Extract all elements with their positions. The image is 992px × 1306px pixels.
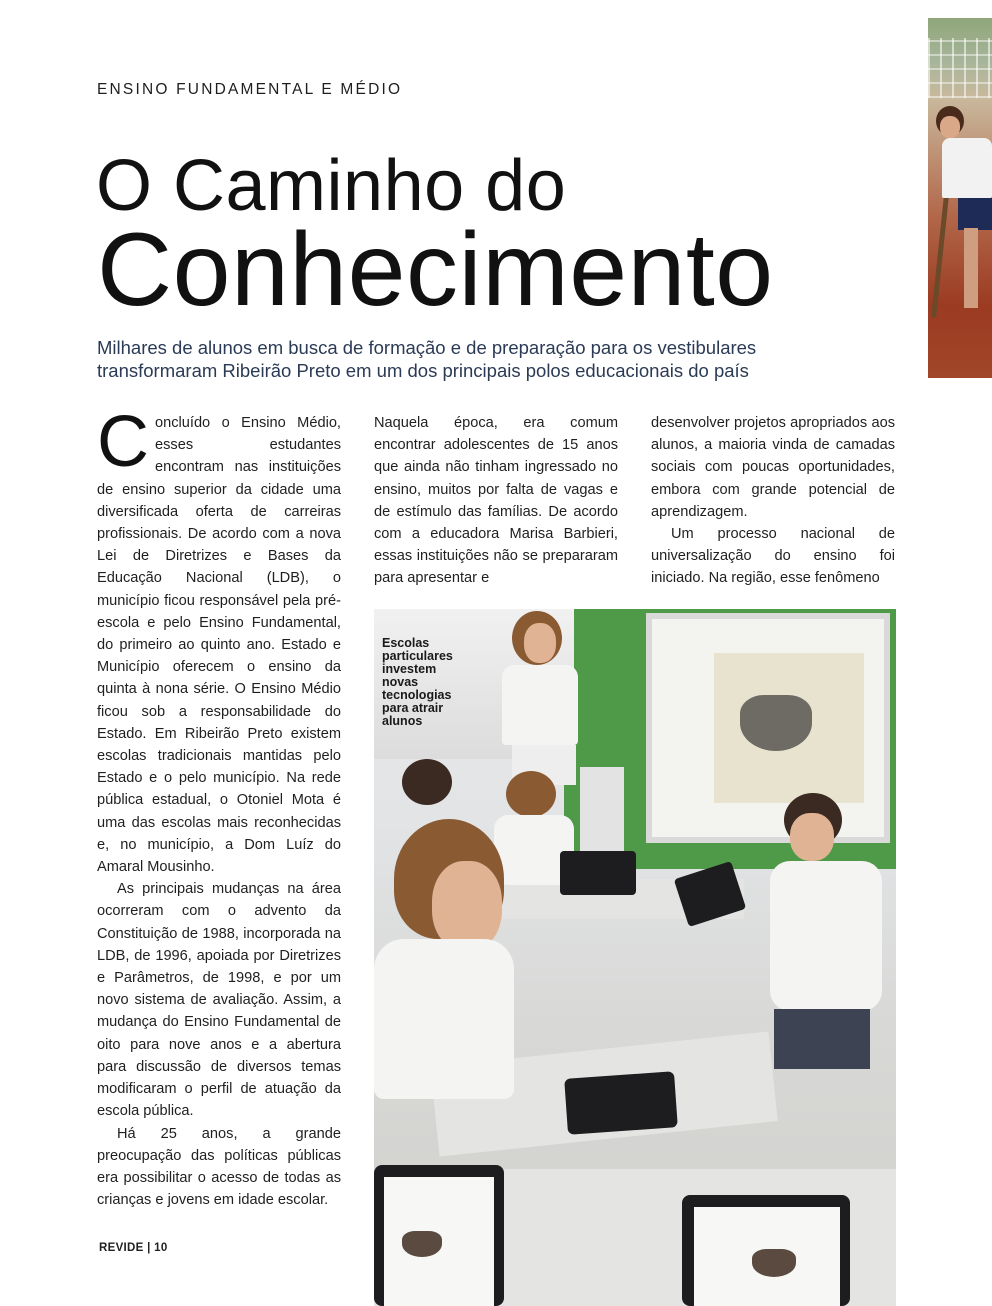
pipe-image-shape xyxy=(740,695,812,751)
student-face-shape xyxy=(790,813,834,861)
paragraph: desenvolver projetos apropriados aos alunos, a maioria vinda de camadas sociais com poucas oportunidades, embora com grande potencial de aprendizagem. xyxy=(651,415,895,520)
fence-shape xyxy=(928,38,992,98)
student-shirt-shape xyxy=(770,861,882,1011)
paragraph: Há 25 anos, a grande preocupação das políticas públicas era possibilitar o acesso de todas as crianças e jovens em idade escolar. xyxy=(97,1125,341,1209)
paragraph: As principais mudanças na área ocorreram com o advento da Constituição de 1988, incorporada na LDB, de 1996, apoiada por Diretrizes e Parâmetros, de 1998, e por um novo sistema de avaliação. Assim, a mudança do Ensino Fundamental de oito para nove anos e a abertura para discussão de diversos temas modificaram o perfil de atuação da escola pública. xyxy=(97,881,341,1120)
article-column-2 xyxy=(374,412,618,590)
corner-photo xyxy=(928,18,992,378)
girl-shorts-shape xyxy=(958,198,992,230)
title-line-1: O Caminho do xyxy=(96,146,567,226)
student-pants-shape xyxy=(774,1009,870,1069)
student-hair-shape xyxy=(402,759,452,805)
paragraph xyxy=(97,402,341,878)
laptop-shape xyxy=(560,851,636,895)
subtitle: Milhares de alunos em busca de formação e de preparação para os vestibulares transformaram Ribeirão Preto em um dos principais polos educacionais do país xyxy=(97,337,757,381)
girl-shirt-shape xyxy=(942,138,992,198)
laptop-shape xyxy=(564,1071,678,1135)
article-column-3 xyxy=(651,412,895,590)
girl-leg-shape xyxy=(964,228,978,308)
drop-cap: C xyxy=(97,402,149,482)
student-hair-shape xyxy=(506,771,556,817)
girl-face-shape xyxy=(432,861,502,951)
girl-face-shape xyxy=(940,116,960,138)
pipe-image-shape xyxy=(402,1231,442,1257)
section-label: ENSINO FUNDAMENTAL E MÉDIO xyxy=(97,81,403,98)
paragraph: Um processo nacional de universalização do ensino foi iniciado. Na região, esse fenômeno xyxy=(651,526,895,587)
teacher-shirt-shape xyxy=(502,665,578,745)
photo-caption: Escolas particulares investem novas tecnologias para atrair alunos xyxy=(382,636,453,728)
girl-shirt-shape xyxy=(374,939,514,1099)
article-column-1 xyxy=(97,402,341,1211)
paragraph-text: oncluído o Ensino Médio, esses estudantes encontram nas instituições de ensino superior da cidade uma diversificada oferta de carreiras profissionais. De acordo com a nova Lei de Diretrizes e Bases da Educação Nacional (LDB), o município ficou responsável pela pré-escola e pelo Ensino Fundamental, do primeiro ao quinto ano. Estado e Município oferecem o ensino da quinta à nona série. O Ensino Médio ficou sob a responsabilidade do Estado. Em Ribeirão Preto existem escolas tradicionais mantidas pelo Estado e o pelo município. Na rede pública estadual, o Otoniel Mota é uma das escolas mais reconhecidas e, no município, a Dom Luíz do Amaral Mousinho. xyxy=(97,415,341,876)
teacher-face-shape xyxy=(524,623,556,663)
page-footer: REVIDE | 10 xyxy=(99,1242,168,1254)
pipe-image-shape xyxy=(752,1249,796,1277)
title-line-2: Conhecimento xyxy=(97,212,774,328)
paragraph: Naquela época, era comum encontrar adolescentes de 15 anos que ainda não tinham ingressado no ensino, muitos por falta de vagas e de estímulo das famílias. De acordo com a educadora Marisa Barbieri, essas instituições não se prepararam para apresentar e xyxy=(374,415,618,587)
